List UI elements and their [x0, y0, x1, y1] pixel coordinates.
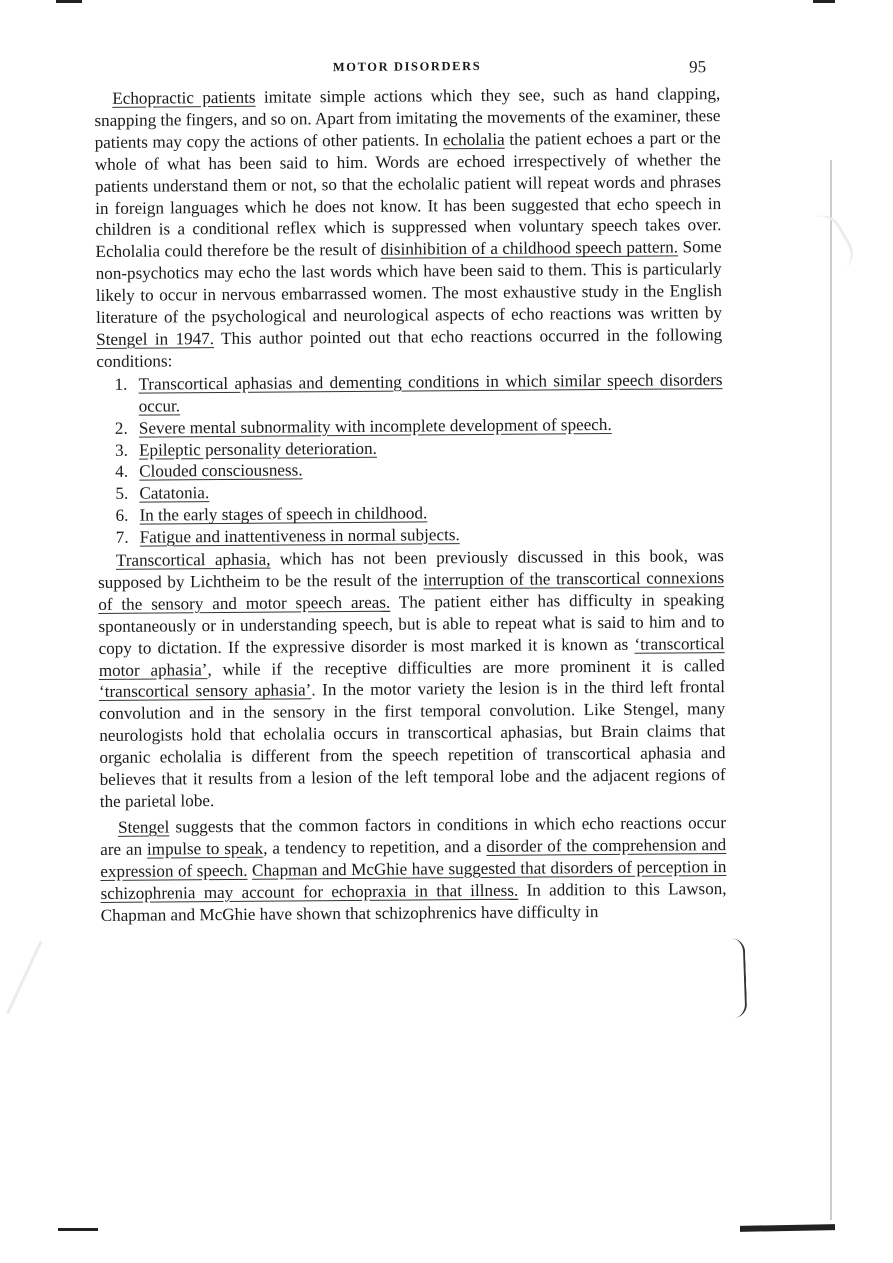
- underlined-phrase: ‘transcortical sensory aphasia’: [98, 680, 312, 702]
- conditions-list: [96, 369, 723, 549]
- underlined-phrase: ‘transcortical motor aphasia’: [98, 633, 725, 680]
- text-run: imitate simple actions which they see, such as hand clapping, snapping the fingers, and so on. Apart from imitating the movements of the examiner, these patients may copy the actions of other patients. In: [94, 84, 721, 152]
- book-page: [94, 55, 727, 926]
- page-number: 95: [688, 57, 707, 77]
- list-text: Catatonia.: [139, 483, 210, 503]
- faint-watermark: [6, 940, 97, 1039]
- page-header: [94, 55, 720, 88]
- list-number: 7.: [115, 527, 129, 547]
- list-text: Epileptic personality deterioration.: [138, 438, 377, 460]
- underlined-phrase: Transcortical aphasia,: [115, 549, 271, 570]
- underlined-phrase: echolalia: [442, 129, 505, 150]
- page-gutter-shadow: [830, 160, 832, 1220]
- scan-edge-mark: [740, 1224, 835, 1232]
- list-text: Severe mental subnormality with incomplete development of speech.: [138, 414, 612, 438]
- text-run: , a tendency to repetition, and a: [263, 836, 487, 858]
- underlined-phrase: impulse to speak: [146, 838, 264, 859]
- handwritten-margin-bracket: [729, 938, 748, 1019]
- paragraph-echopraxia: [94, 83, 722, 373]
- text-run: , while if the receptive difficulties are more prominent it is called: [207, 655, 725, 679]
- list-number: 1.: [114, 374, 128, 394]
- text-run: The patient either has difficulty in speaking spontaneously or in understanding speech, but is able to repeat what is said to him and to copy to dictation. If the expressive disorder is most marked it is known as: [98, 589, 725, 658]
- scan-edge-mark: [813, 0, 835, 3]
- faint-watermark: [793, 208, 860, 281]
- scan-edge-mark: [58, 1228, 98, 1231]
- list-number: 5.: [115, 484, 129, 504]
- text-run: . In the motor variety the lesion is in the third left frontal convolution and in the sensory in the first temporal convolution. Like Stengel, many neurologists hold that echolalia occurs in transcortical aphasias, but Brain claims that organic echolalia is different from the speech repetition of transcortical aphasia and believes that it results from a lesion of the left temporal lobe and the adjacent regions of the parietal lobe.: [99, 677, 726, 811]
- text-run: suggests that the common factors in conditions in which echo reactions occur are an: [100, 812, 727, 859]
- underlined-phrase: Stengel in 1947.: [96, 329, 215, 349]
- running-head: MOTOR DISORDERS: [332, 58, 482, 75]
- list-text: Fatigue and inattentiveness in normal subjects.: [139, 525, 460, 547]
- text-run: which has not been previously discussed in this book, was supposed by Lichtheim to be the result of the: [98, 546, 724, 592]
- underlined-phrase: interruption of the transcortical connexions of the sensory and motor speech areas.: [98, 568, 725, 614]
- underlined-phrase: disinhibition of a childhood speech pattern.: [380, 237, 679, 260]
- underlined-phrase: Chapman and McGhie have suggested that disorders of perception in schizophrenia may account for echopraxia in that illness.: [100, 856, 727, 903]
- text-run: This author pointed out that echo reactions occurred in the following conditions:: [96, 325, 723, 371]
- text-run: the patient echoes a part or the whole of what has been said to him. Words are echoed irrespectively of whether the patients understand them or not, so that the echolalic patient will repeat words and phrases in foreign languages which he does not know. It has been suggested that echo speech in children is a conditional reflex which is suppressed when voluntary speech takes over. Echolalia could therefore be the result of: [94, 127, 722, 262]
- text-run: Some non-psychotics may echo the last words which have been said to them. This is particularly likely to occur in nervous embarrassed women. The most exhaustive study in the English literature of the psychological and neurological aspects of echo reactions was written by: [95, 237, 723, 328]
- underlined-phrase: Echopractic patients: [112, 87, 256, 108]
- list-text: In the early stages of speech in childhood.: [139, 503, 428, 525]
- list-text: Transcortical aphasias and dementing conditions in which similar speech disorders occur.: [138, 369, 723, 416]
- underlined-phrase: disorder of the comprehension and expression of speech.: [100, 834, 727, 881]
- list-number: 4.: [115, 462, 129, 482]
- list-item: [96, 369, 722, 418]
- paragraph-stengel: [100, 812, 727, 926]
- paragraph-transcortical-aphasia: [98, 545, 726, 813]
- scan-edge-mark: [56, 0, 82, 3]
- underlined-phrase: Stengel: [117, 817, 170, 837]
- list-number: 6.: [115, 505, 129, 526]
- text-run: In addition to this Lawson, Chapman and McGhie have shown that schizophrenics have difficulty in: [100, 878, 727, 925]
- list-number: 2.: [114, 418, 128, 438]
- list-text: Clouded consciousness.: [139, 460, 303, 482]
- list-number: 3.: [114, 440, 128, 460]
